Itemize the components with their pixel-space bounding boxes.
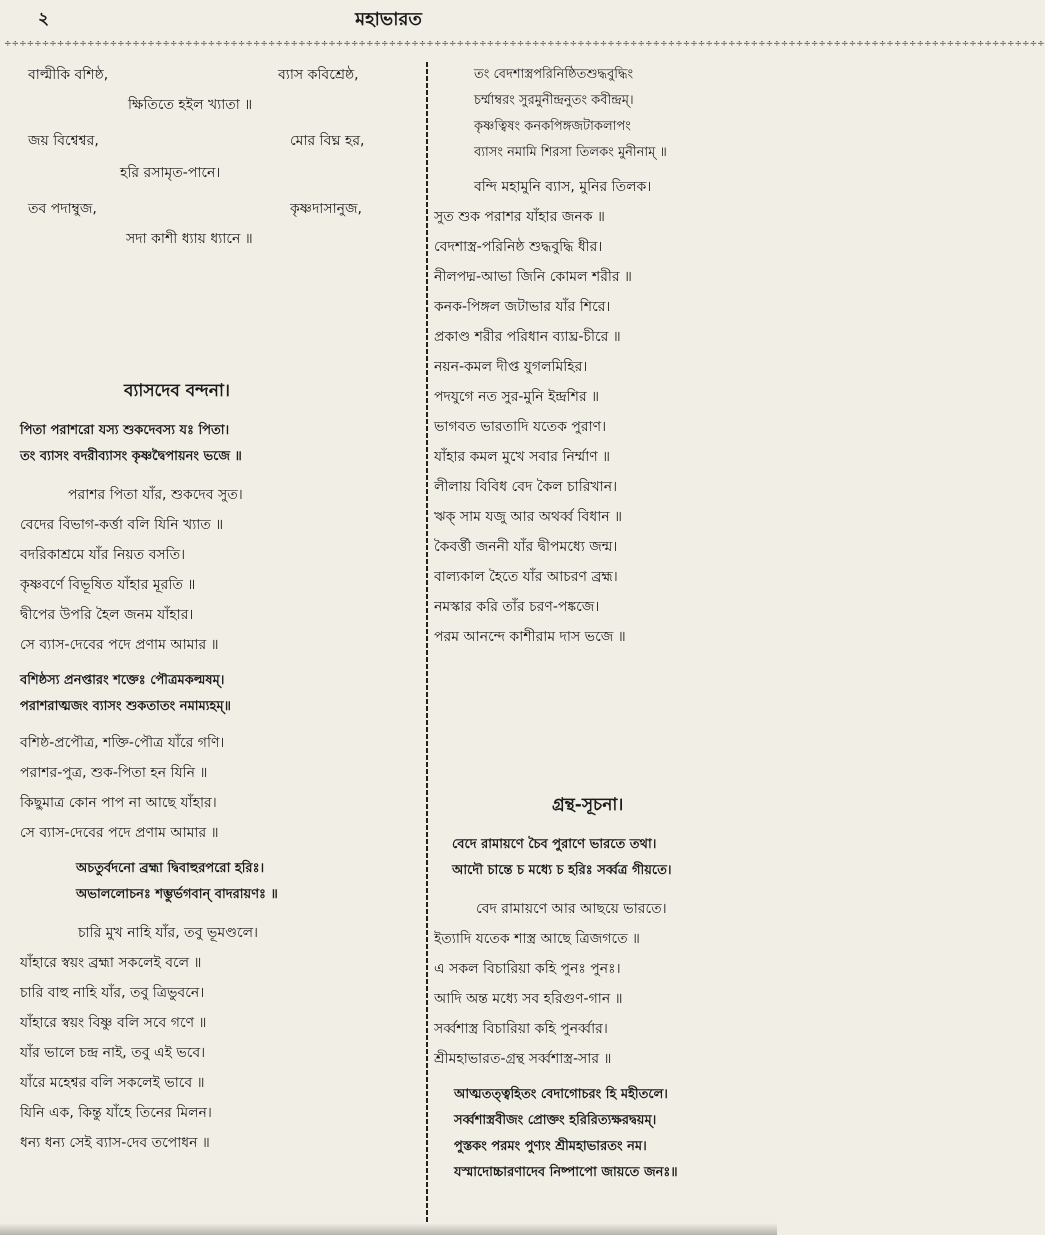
verse-line: চারি মুখ নাহি যাঁর, তবু ভূমণ্ডলে। [78,925,259,941]
sanskrit-line: পিতা পরাশরো যস্য শুকদেবস্য যঃ পিতা। [20,423,230,438]
section-heading: ব্যাসদেব বন্দনা। [124,381,230,401]
verse-line: মোর বিঘ্ন হর, [290,133,365,149]
running-title: মহাভারত [355,9,422,30]
section-heading: গ্রন্থ-সূচনা। [552,795,624,815]
verse-line: যাঁর ভালে চন্দ্র নাই, তবু এই ভবে। [20,1045,206,1061]
sanskrit-line: পরাশরাত্মজং ব্যাসং শুকতাতং নমাম্যহম্॥ [20,699,231,714]
verse-line: প্রকাণ্ড শরীর পরিধান ব্যাঘ্র-চীরে ॥ [434,329,621,345]
sanskrit-line: অচতুর্বদনো ব্রহ্মা দ্বিবাহুরপরো হরিঃ। [76,861,265,876]
verse-line: যাঁহারে স্বয়ং ব্রহ্মা সকলেই বলে ॥ [20,955,202,971]
verse-line: ক্ষিতিতে হইল খ্যাতা ॥ [128,97,253,113]
sanskrit-line: যস্মাদোচ্চারণাদেব নিষ্পাপো জায়তে জনঃ॥ [454,1165,678,1180]
verse-line: পরম আনন্দে কাশীরাম দাস ভজে ॥ [434,629,626,645]
sanskrit-line: তং ব্যাসং বদরীব্যাসং কৃষ্ণদ্বৈপায়নং ভজে ॥ [20,449,242,464]
verse-line: সদা কাশী ধ্যায় ধ্যানে ॥ [126,231,253,247]
sanskrit-line: অভাললোচনঃ শম্ভুর্ভগবান্ বাদরায়ণঃ ॥ [76,887,278,902]
sanskrit-line: বশিষ্ঠস্য প্রনপ্তারং শক্তেঃ পৌত্রমকল্মষম্। [20,673,225,688]
page-header [0,0,777,40]
verse-line: হরি রসামৃত-পানে। [120,165,221,181]
verse-line: বেদ রামায়ণে আর আছয়ে ভারতে। [476,901,667,917]
verse-line: কৃষ্ণবর্ণে বিভূষিত যাঁহার মূরতি ॥ [20,577,196,593]
verse-line: পদযুগে নত সুর-মুনি ইন্দ্রশির ॥ [434,389,600,405]
verse-line: যাঁহারে স্বয়ং বিষ্ণু বলি সবে গণে ॥ [20,1015,207,1031]
sanskrit-line: বেদে রামায়ণে চৈব পুরাণে ভারতে তথা। [452,837,657,852]
verse-line: কৃষ্ণদাসানুজ, [290,201,363,217]
verse-line: বদরিকাশ্রমে যাঁর নিয়ত বসতি। [20,547,186,563]
column-divider [426,62,428,1222]
verse-line: বন্দি মহামুনি ব্যাস, মুনির তিলক। [474,179,652,195]
page-number: ২ [38,9,50,29]
verse-line: লীলায় বিবিধ বেদ কৈল চারিখান। [434,479,618,495]
verse-line: পরাশর-পুত্র, শুক-পিতা হন যিনি ॥ [20,765,208,781]
verse-line: জয় বিশ্বেশ্বর, [28,133,99,149]
verse-line: শ্রীমহাভারত-গ্রন্থ সর্ব্বশাস্ত্র-সার ॥ [434,1051,612,1067]
verse-line: বাল্মীকি বশিষ্ঠ, [28,67,109,83]
ornamental-border: ÷÷÷÷÷÷÷÷÷÷÷÷÷÷÷÷÷÷÷÷÷÷÷÷÷÷÷÷÷÷÷÷÷÷÷÷÷÷÷÷÷÷÷÷÷÷÷÷÷÷÷÷÷÷÷÷÷÷÷÷÷÷÷÷÷÷÷÷÷÷÷÷÷÷÷÷÷÷÷÷÷÷÷÷÷÷÷÷÷÷÷÷÷÷÷÷÷÷÷÷÷÷÷÷÷÷÷÷÷÷÷÷÷÷÷÷÷÷÷÷÷÷÷÷÷÷÷÷÷÷÷÷÷÷÷÷÷÷ [4,39,1045,49]
verse-line: কনক-পিঙ্গল জটাভার যাঁর শিরে। [434,299,611,315]
verse-line: ব্যাস কবিশ্রেষ্ঠ, [278,67,359,83]
verse-line: বশিষ্ঠ-প্রপৌত্র, শক্তি-পৌত্র যাঁরে গণি। [20,735,225,751]
page-edge-shadow [0,1223,777,1235]
verse-line: দ্বীপের উপরি হৈল জনম যাঁহার। [20,607,194,623]
sanskrit-line: পুস্তকং পরমং পুণ্যং শ্রীমহাভারতং নম। [454,1139,647,1154]
verse-line: যাঁরে মহেশ্বর বলি সকলেই ভাবে ॥ [20,1075,205,1091]
verse-line: আদি অন্ত মধ্যে সব হরিগুণ-গান ॥ [434,991,623,1007]
verse-line: সর্ব্বশাস্ত্র বিচারিয়া কহি পুনর্ব্বার। [434,1021,608,1037]
verse-line: ভাগবত ভারতাদি যতেক পুরাণ। [434,419,607,435]
sanskrit-line: তং বেদশাস্ত্রপরিনিষ্ঠিতশুদ্ধবুদ্ধিং [474,67,634,82]
verse-line: নীলপদ্ম-আভা জিনি কোমল শরীর ॥ [434,269,632,285]
verse-line: সে ব্যাস-দেবের পদে প্রণাম আমার ॥ [20,637,219,653]
verse-line: বেদশাস্ত্র-পরিনিষ্ঠ শুদ্ধবুদ্ধি ধীর। [434,239,603,255]
sanskrit-line: আদৌ চান্তে চ মধ্যে চ হরিঃ সর্ব্বত্র গীয়তে। [452,863,672,878]
verse-line: যিনি এক, কিন্তু যাঁহে তিনের মিলন। [20,1105,212,1121]
verse-line: চারি বাহু নাহি যাঁর, তবু ত্রিভুবনে। [20,985,205,1001]
verse-line: পরাশর পিতা যাঁর, শুকদেব সুত। [68,487,243,503]
verse-line: কৈবর্ত্তী জননী যাঁর দ্বীপমধ্যে জন্ম। [434,539,618,555]
verse-line: বেদের বিভাগ-কর্ত্তা বলি যিনি খ্যাত ॥ [20,517,224,533]
verse-line: বাল্যকাল হৈতে যাঁর আচরণ ব্রহ্ম। [434,569,618,585]
verse-line: সুত শুক পরাশর যাঁহার জনক ॥ [434,209,605,225]
verse-line: ধন্য ধন্য সেই ব্যাস-দেব তপোধন ॥ [20,1135,210,1151]
sanskrit-line: আত্মতত্ত্বহিতং বেদাগোচরং হি মহীতলে। [454,1087,668,1102]
verse-line: নমস্কার করি তাঁর চরণ-পঙ্কজে। [434,599,600,615]
verse-line: যাঁহার কমল মুখে সবার নির্ম্মাণ ॥ [434,449,611,465]
verse-line: নয়ন-কমল দীপ্ত যুগলমিহির। [434,359,588,375]
verse-line: এ সকল বিচারিয়া কহি পুনঃ পুনঃ। [434,961,621,977]
sanskrit-line: সর্ব্বশাস্ত্রবীজং প্রোক্তং হরিরিত্যক্ষরদ্বয়ম্। [454,1113,657,1128]
verse-line: সে ব্যাস-দেবের পদে প্রণাম আমার ॥ [20,825,219,841]
verse-line: কিছুমাত্র কোন পাপ না আছে যাঁহার। [20,795,217,811]
verse-line: ঋক্ সাম যজু আর অথর্ব্ব বিধান ॥ [434,509,622,525]
sanskrit-line: কৃষ্ণত্বিষং কনকপিঙ্গজটাকলাপং [474,119,631,134]
sanskrit-line: চর্ম্মাম্বরং সুরমুনীন্দ্রনুতং কবীন্দ্রম্। [474,93,634,108]
verse-line: ইত্যাদি যতেক শাস্ত্র আছে ত্রিজগতে ॥ [434,931,640,947]
verse-line: তব পদাম্বুজ, [28,201,97,217]
sanskrit-line: ব্যাসং নমামি শিরসা তিলকং মুনীনাম্ ॥ [474,145,667,160]
